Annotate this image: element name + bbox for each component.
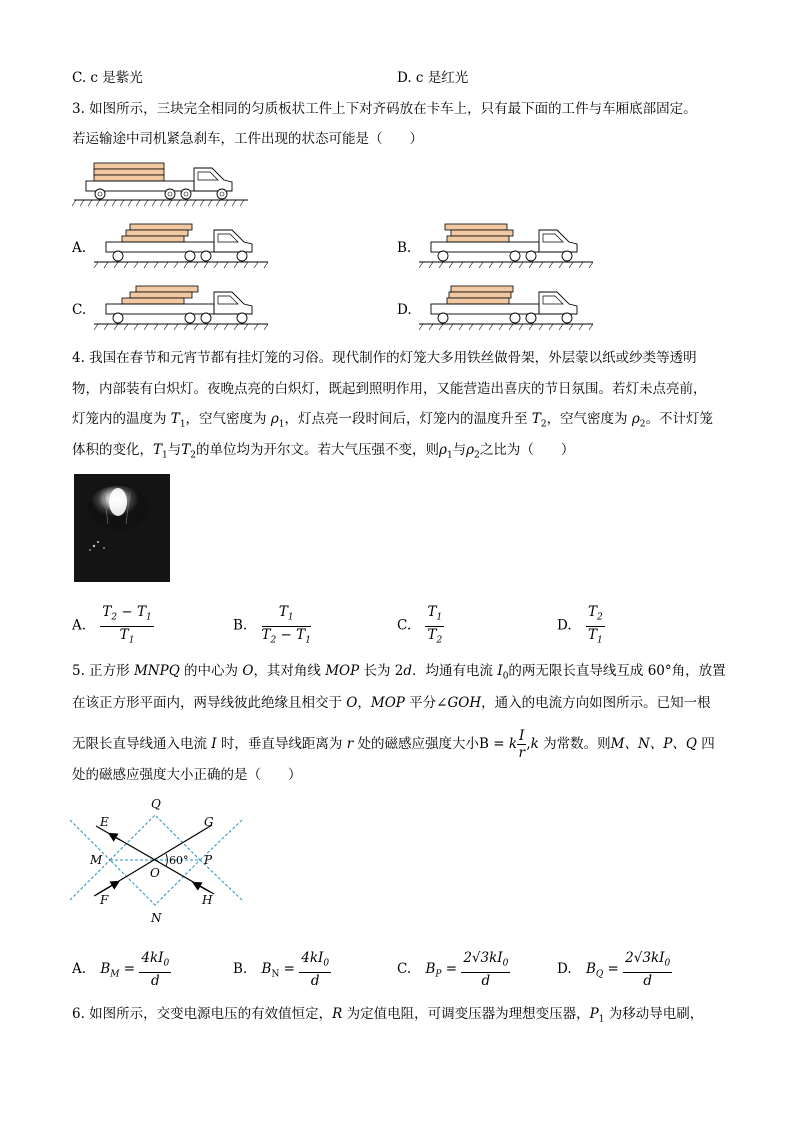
q4-label-c: C. bbox=[397, 617, 412, 634]
q4-l4-b: 与 bbox=[167, 442, 182, 458]
q3-text-line1: 3. 如图所示，三块完全相同的匀质板状工件上下对齐码放在卡车上，只有最下面的工件与车厢底部固定。 bbox=[72, 101, 697, 117]
q4-frac-a bbox=[100, 604, 153, 648]
q4-frac-c-num: $T_1$ bbox=[425, 604, 444, 627]
q4-l4-T2: T bbox=[181, 442, 191, 458]
q4-lantern-photo bbox=[74, 474, 170, 582]
q4-label-d: D. bbox=[557, 617, 572, 634]
q5-label-n: N bbox=[151, 911, 162, 925]
q3-option-a-figure bbox=[92, 220, 272, 276]
q4-text-line2: 物，内部装有白炽灯。夜晚点亮的白炽灯，既起到照明作用，又能营造出喜庆的节日氛围。若灯未点亮前， bbox=[72, 381, 707, 397]
q4-frac-d-num: $T_2$ bbox=[586, 604, 605, 627]
q5-label-f: F bbox=[100, 893, 109, 907]
q4-l3-T2-sub: 2 bbox=[540, 419, 547, 430]
q4-l4-c: 的单位均为开尔文。若大气压强不变，则 bbox=[196, 442, 439, 458]
q4-l4-T2-sub: 2 bbox=[190, 450, 196, 461]
q5-angle-label: 60° bbox=[169, 854, 189, 867]
q4-l3-e: 。不计灯笼 bbox=[645, 411, 714, 427]
q4-frac-d bbox=[586, 604, 605, 648]
q3-option-b-figure bbox=[417, 220, 597, 276]
q4-frac-c bbox=[425, 604, 444, 648]
q3-main-truck-figure bbox=[72, 156, 252, 214]
q4-l4-T1: T bbox=[153, 442, 163, 458]
q3-label-b: B. bbox=[397, 240, 412, 256]
q4-l3-rho1: ρ bbox=[270, 411, 279, 427]
q5-text-line3: 无限长直导线通入电流 I 时，垂直导线距离为 r 处的磁感应强度大小B = k $\frac{I}{r}$ ,k 为常数。则M、N、P、Q 四 bbox=[72, 728, 715, 761]
q4-l4-rho1: ρ bbox=[439, 442, 447, 458]
q3-label-a: A. bbox=[72, 240, 87, 256]
q4-text-line4 bbox=[72, 440, 574, 466]
q3-option-c-figure bbox=[92, 282, 272, 338]
q4-l4-e: 之比为（ ） bbox=[479, 442, 575, 458]
q4-label-a: A. bbox=[72, 617, 87, 634]
q5-label-o: O bbox=[150, 866, 160, 880]
q5-text-line1: 5. 正方形 MNPQ 的中心为 O，其对角线 MOP 长为 2d．均通有电流 $I_0$的两无限长直导线互成 60°角，放置 bbox=[72, 663, 726, 682]
q4-l3-d: ，空气密度为 bbox=[546, 411, 632, 427]
q4-l3-rho2: ρ bbox=[631, 411, 640, 427]
q4-frac-b-num: $T_1$ bbox=[262, 604, 311, 627]
q4-l3-rho1-sub: 1 bbox=[278, 419, 285, 430]
q4-l3-b: ，空气密度为 bbox=[185, 411, 271, 427]
q5-label-g: G bbox=[204, 815, 214, 829]
q4-l4-rho1-sub: 1 bbox=[446, 450, 453, 461]
q4-l4-a: 体积的变化， bbox=[72, 442, 153, 458]
q5-label-h: H bbox=[202, 893, 213, 907]
q4-option-a bbox=[72, 604, 154, 648]
q4-label-b: B. bbox=[233, 617, 248, 634]
q4-l4-rho2-sub: 2 bbox=[474, 450, 480, 461]
q4-l4-d: 与 bbox=[452, 442, 467, 458]
q5-formula-frac: $\frac{I}{r}$ bbox=[518, 728, 525, 761]
q4-l3-T1: T bbox=[170, 411, 180, 427]
q3-option-d-figure bbox=[417, 282, 597, 338]
q4-frac-b bbox=[262, 604, 311, 648]
q5-label-p: P bbox=[204, 853, 213, 867]
q5-label-e: E bbox=[100, 815, 109, 829]
q2-option-d: D. c 是红光 bbox=[397, 70, 469, 86]
q5-wire-diagram bbox=[70, 792, 250, 928]
q5-label-q: Q bbox=[151, 797, 161, 811]
q3-label-c: C. bbox=[72, 302, 87, 318]
q4-frac-a-num: $T_2 - T_1$ bbox=[100, 604, 153, 627]
q4-l4-T1-sub: 1 bbox=[162, 450, 168, 461]
q5-option-b: B. $B_N$ = $\frac{4kI_0}{d}$ bbox=[233, 950, 330, 989]
q4-option-c bbox=[397, 604, 444, 648]
q4-option-d bbox=[557, 604, 605, 648]
q2-option-c: C. c 是紫光 bbox=[72, 70, 143, 86]
q6-text-line1: 6. 如图所示，交变电源电压的有效值恒定，R 为定值电阻，可调变压器为理想变压器，$P_1$ 为移动导电刷， bbox=[72, 1006, 704, 1025]
q4-text-line1: 4. 我国在春节和元宵节都有挂灯笼的习俗。现代制作的灯笼大多用铁丝做骨架，外层蒙以纸或纱类等透明 bbox=[72, 350, 697, 366]
q4-l3-T2: T bbox=[531, 411, 541, 427]
q5-text-line4: 处的磁感应强度大小正确的是（ ） bbox=[72, 767, 302, 783]
q5-label-m: M bbox=[90, 853, 103, 867]
q4-l4-rho2: ρ bbox=[466, 442, 475, 458]
q4-text-line3 bbox=[72, 409, 713, 435]
q5-option-d: D. $B_Q$ = $\frac{2√3kI_0}{d}$ bbox=[557, 950, 671, 989]
q4-frac-b-den: $T_2 - T_1$ bbox=[261, 626, 311, 646]
q4-frac-c-den: $T_2$ bbox=[427, 626, 443, 646]
q5-option-a: A. $B_M$ = $\frac{4kI_0}{d}$ bbox=[72, 950, 170, 989]
q4-frac-d-den: $T_1$ bbox=[587, 626, 603, 646]
q5-text-line2: 在该正方形平面内，两导线彼此绝缘且相交于 O，MOP 平分∠GOH，通入的电流方向如图所示。已知一根 bbox=[72, 695, 711, 711]
q4-l3-rho2-sub: 2 bbox=[639, 419, 646, 430]
q3-label-d: D. bbox=[397, 302, 412, 318]
q5-option-c: C. $B_P$ = $\frac{2√3kI_0}{d}$ bbox=[397, 950, 509, 989]
q3-text-line2: 若运输途中司机紧急刹车，工件出现的状态可能是（ ） bbox=[72, 131, 423, 147]
q4-l3-a: 灯笼内的温度为 bbox=[72, 411, 171, 427]
q4-l3-c: ，灯点亮一段时间后，灯笼内的温度升至 bbox=[284, 411, 532, 427]
q4-option-b bbox=[233, 604, 311, 648]
q4-frac-a-den: $T_1$ bbox=[119, 626, 135, 646]
q4-l3-T1-sub: 1 bbox=[179, 419, 186, 430]
